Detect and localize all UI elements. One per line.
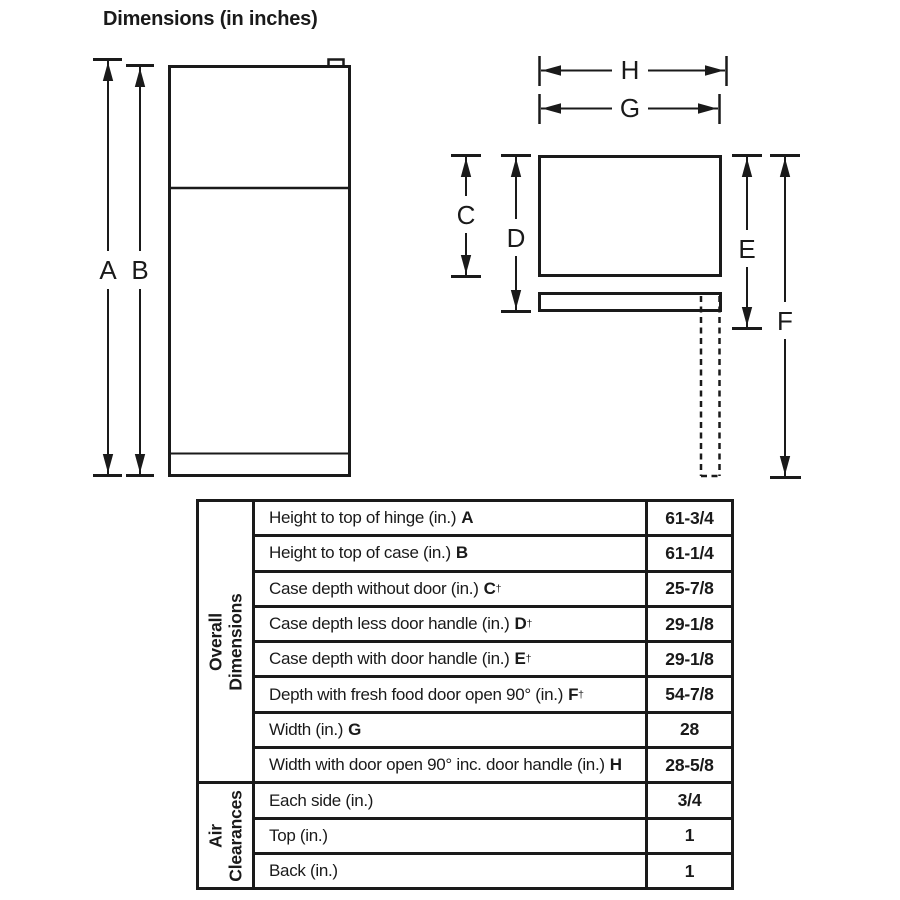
table-row	[255, 714, 731, 749]
row-letter: E	[514, 649, 526, 669]
table-row	[255, 784, 731, 819]
dim-line-H	[540, 52, 727, 88]
top-view-diagram	[451, 52, 801, 478]
dim-label-C: C	[456, 200, 476, 230]
table-row	[255, 820, 731, 855]
row-letter: F	[568, 684, 579, 704]
group-header-line: Air	[204, 823, 225, 848]
row-value: 3/4	[677, 790, 702, 811]
front-view-diagram	[93, 60, 350, 476]
row-value: 25-7/8	[665, 578, 714, 599]
group-header-line: Clearances	[224, 790, 245, 882]
row-value: 28	[679, 719, 700, 740]
row-label: Each side (in.)	[269, 790, 374, 810]
row-label: Case depth without door (in.)	[269, 578, 479, 598]
page-title: Dimensions (in inches)	[103, 8, 318, 30]
dim-label-G: G	[619, 93, 641, 123]
dim-line-F	[770, 156, 801, 478]
table-row	[255, 502, 731, 537]
row-letter: H	[609, 755, 622, 775]
door-outline	[540, 294, 721, 311]
row-label: Width (in.)	[269, 719, 344, 739]
table-row: Case depth less door handle (in.) D † 29-1/8	[255, 608, 731, 643]
row-label: Depth with fresh food door open 90° (in.)	[269, 684, 564, 704]
group-header-line: Dimensions	[224, 593, 245, 691]
row-value: 29-1/8	[665, 613, 714, 634]
row-label: Back (in.)	[269, 861, 338, 881]
group-header-overall-dimensions	[199, 502, 255, 781]
table-group-air-clearances	[199, 781, 731, 887]
row-label: Top (in.)	[269, 825, 328, 845]
table-row	[255, 855, 731, 887]
dim-line-D	[501, 156, 531, 312]
table-row	[255, 537, 731, 572]
dim-label-F: F	[777, 306, 793, 336]
row-value: 1	[684, 825, 695, 846]
row-letter: B	[455, 543, 468, 563]
row-letter: C	[483, 578, 496, 598]
dim-line-G	[540, 90, 720, 126]
row-value: 28-5/8	[665, 754, 714, 775]
table-row	[255, 749, 731, 781]
dim-line-E	[732, 156, 762, 329]
row-value: 54-7/8	[665, 684, 714, 705]
dim-label-A: A	[99, 255, 117, 285]
row-letter: A	[461, 508, 474, 528]
dim-label-D: D	[506, 223, 526, 253]
dim-label-E: E	[738, 234, 756, 264]
dim-line-B	[126, 66, 154, 476]
row-label: Height to top of hinge (in.)	[269, 508, 457, 528]
row-value: 1	[684, 860, 695, 881]
table-group-overall-dimensions	[199, 502, 731, 781]
row-label: Height to top of case (in.)	[269, 543, 451, 563]
case-outline	[540, 157, 721, 276]
refrigerator-outline	[170, 67, 350, 476]
open-door-dashed-outline	[701, 296, 720, 476]
row-value: 29-1/8	[665, 648, 714, 669]
row-label: Case depth with door handle (in.)	[269, 649, 510, 669]
row-letter: G	[348, 719, 362, 739]
table-row: Depth with fresh food door open 90° (in.) F † 54-7/8	[255, 678, 731, 713]
group-header-line: Overall	[204, 612, 225, 671]
table-row: Case depth without door (in.) C † 25-7/8	[255, 573, 731, 608]
row-label: Width with door open 90° inc. door handle (in.)	[269, 755, 605, 775]
dim-line-A	[93, 60, 122, 476]
row-value: 61-1/4	[665, 542, 714, 563]
dimensions-table	[196, 499, 734, 890]
row-label: Case depth less door handle (in.)	[269, 614, 510, 634]
dim-label-B: B	[131, 255, 149, 285]
row-value: 61-3/4	[665, 507, 714, 528]
dim-label-H: H	[620, 55, 640, 85]
row-letter: D	[514, 614, 527, 634]
group-header-air-clearances	[199, 784, 255, 887]
dim-line-C	[451, 156, 481, 277]
table-row: Case depth with door handle (in.) E † 29-1/8	[255, 643, 731, 678]
